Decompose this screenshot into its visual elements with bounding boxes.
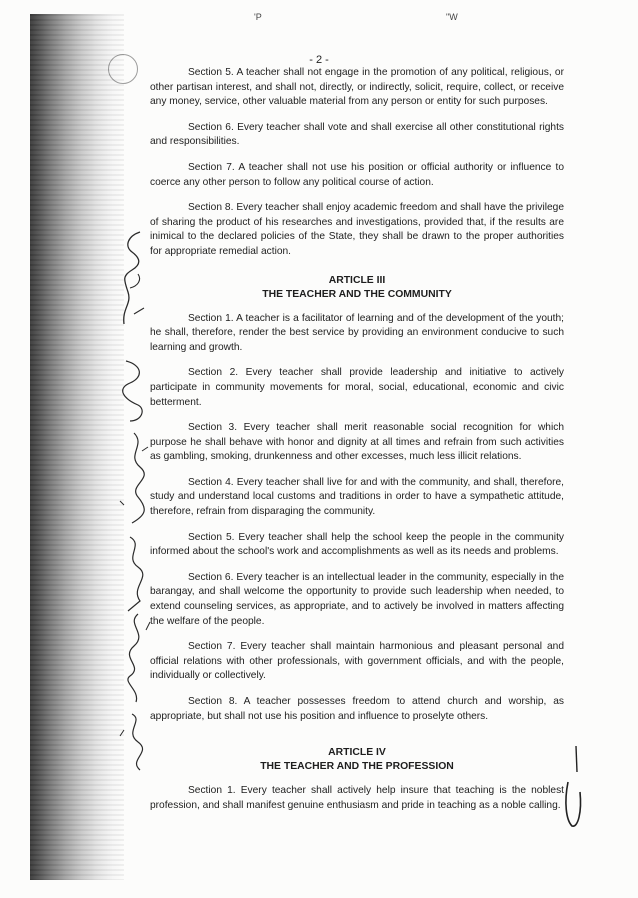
article-label: ARTICLE III [328,274,386,286]
section-paragraph: Section 1. Every teacher shall actively help insure that teaching is the noblest profession, and shall manifest genuine enthusiasm and pride in teaching as a noble calling. [150,785,564,811]
section-paragraph: Section 4. Every teacher shall live for and with the community, and shall, therefore, study and understand local customs and traditions in order to have a sympathetic attitude, therefore, refrain from disparaging the community. [150,476,564,518]
section-paragraph: Section 6. Every teacher shall vote and shall exercise all other constitutional rights and responsibilities. [150,121,564,148]
signature-handwritten-vertical [116,355,156,615]
section-paragraph: Section 6. Every teacher is an intellectual leader in the community, especially in the barangay, and shall welcome the opportunity to provide such leadership when needed, to extend counseling services, as appropriate, and to actively be involved in matters affecting the welfare of the people. [150,571,564,627]
section-paragraph: Section 7. A teacher shall not use his position or official authority or influence to coerce any other person to follow any political course of action. [150,161,564,188]
section-paragraph: Section 8. A teacher possesses freedom to attend church and worship, as appropriate, but shall not use his position and influence to proselyte others. [150,696,564,722]
top-mark-right: "W [446,12,458,22]
section-paragraph: Section 8. Every teacher shall enjoy academic freedom and shall have the privilege of sharing the product of his researches and investigations, provided that, if the results are inimical to the declared policies of the State, they shall be drawn to the proper authorities for appropriate remedial action. [150,202,564,257]
section-paragraph: Section 1. A teacher is a facilitator of learning and of the development of the youth; he shall, therefore, render the best service by providing an environment conducive to such learning and growth. [150,312,564,353]
section-paragraph: Section 5. Every teacher shall help the school keep the people in the community informed about the school's work and accomplishments as well as its needs and problems. [150,531,564,558]
top-mark-left: 'P [254,12,262,22]
document-body [150,66,564,813]
signature-initials-top [118,228,152,328]
section-paragraph: Section 3. Every teacher shall merit reasonable social recognition for which purpose he shall behave with honor and dignity at all times and refrain from such activities as gambling, smoking, drunkenness and other excesses, much less illicit relations. [150,422,564,463]
article-title: THE TEACHER AND THE PROFESSION [260,761,454,773]
signature-handwritten-lower [118,610,154,780]
article-title: THE TEACHER AND THE COMMUNITY [262,288,452,300]
section-paragraph: Section 7. Every teacher shall maintain harmonious and pleasant personal and official relations with other professionals, with government officials, and with the people, individually or collectively. [150,641,564,682]
article-label: ARTICLE IV [328,747,386,759]
section-paragraph: Section 5. A teacher shall not engage in the promotion of any political, religious, or other partisan interest, and shall not, directly, or indirectly, solicit, require, collect, or receive any money, service, other valuable material from any person or entity for such purposes. [150,67,564,108]
section-paragraph: Section 2. Every teacher shall provide leadership and initiative to actively participate in community movements for moral, social, educational, economic and civic betterment. [150,367,564,408]
page-number: - 2 - [309,54,329,66]
signature-initials-right [562,742,588,832]
scan-binding-strip [30,14,124,880]
